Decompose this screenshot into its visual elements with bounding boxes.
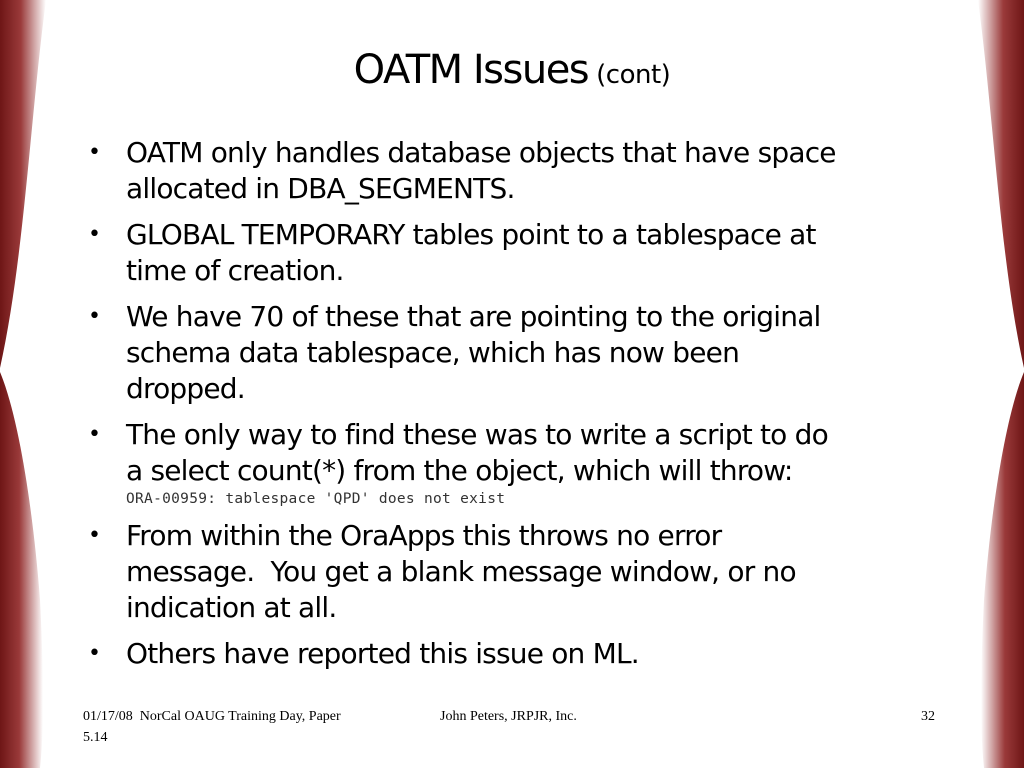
- bullet-dot-icon: •: [88, 222, 101, 247]
- bullet-item: [84, 417, 950, 508]
- bullet-item: [84, 636, 950, 672]
- slide-title-suffix: (cont): [596, 60, 671, 90]
- bullet-line: time of creation.: [126, 254, 344, 287]
- bullet-line: a select count(*) from the object, which will throw:: [126, 454, 793, 487]
- bullet-dot-icon: •: [88, 422, 101, 447]
- bullet-item: [84, 518, 950, 626]
- left-lower-drape: [0, 372, 43, 768]
- right-lower-drape: [981, 372, 1024, 768]
- bullet-dot-icon: •: [88, 304, 101, 329]
- bullet-line: From within the OraApps this throws no error: [126, 519, 722, 552]
- bullet-line: schema data tablespace, which has now been: [126, 336, 740, 369]
- bullet-item: [84, 135, 950, 207]
- bullet-list: [84, 135, 950, 682]
- bullet-line: indication at all.: [126, 591, 337, 624]
- bullet-line: GLOBAL TEMPORARY tables point to a tablespace at: [126, 218, 816, 251]
- bullet-dot-icon: •: [88, 641, 101, 666]
- bullet-dot-icon: •: [88, 140, 101, 165]
- slide-title-main: OATM Issues: [353, 47, 589, 93]
- slide-title: [0, 44, 1024, 101]
- bullet-dot-icon: •: [88, 523, 101, 548]
- bullet-line: Others have reported this issue on ML.: [126, 637, 639, 670]
- footer-author: John Peters, JRPJR, Inc.: [440, 709, 577, 724]
- bullet-line: dropped.: [126, 372, 245, 405]
- bullet-item: [84, 217, 950, 289]
- bullet-line: The only way to find these was to write a script to do: [126, 418, 828, 451]
- bullet-line: OATM only handles database objects that have space: [126, 136, 836, 169]
- footer-date-event: 01/17/08 NorCal OAUG Training Day, Paper 5.14: [83, 709, 345, 745]
- footer-page-number: 32: [921, 709, 935, 724]
- bullet-line: message. You get a blank message window, or no: [126, 555, 796, 588]
- error-code-text: ORA-00959: tablespace 'QPD' does not exist: [126, 491, 506, 507]
- bullet-item: [84, 299, 950, 407]
- bullet-line: We have 70 of these that are pointing to the original: [126, 300, 821, 333]
- bullet-line: allocated in DBA_SEGMENTS.: [126, 172, 515, 205]
